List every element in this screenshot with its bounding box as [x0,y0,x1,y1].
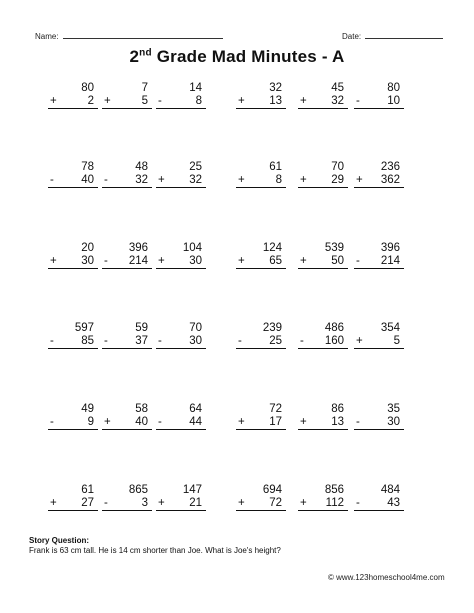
problem [102,242,152,269]
problem [156,322,206,349]
problem-bottom-line [102,174,152,188]
problem-bottom-line [354,335,404,349]
problem-top-number: 48 [135,161,148,173]
problem-top-number: 64 [189,403,202,415]
problem-bottom-line [354,174,404,188]
name-label: Name: [35,32,59,41]
problem-bottom-line [48,255,98,269]
problem-bottom-number: 29 [331,174,344,186]
problem-operator: - [158,416,162,428]
problem [48,484,98,511]
problem-bottom-line [156,95,206,109]
copyright-footer: © www.123homeschool4me.com [328,573,445,582]
problem-bottom-line [102,255,152,269]
problem [354,484,404,511]
problem-bottom-number: 362 [380,174,400,186]
problem-top-number: 49 [81,403,94,415]
problem-operator: + [356,335,363,347]
problem [102,161,152,188]
problem-top-number: 80 [81,82,94,94]
problem-bottom-number: 5 [138,95,148,107]
problem-bottom-number: 43 [384,497,400,509]
problem-bottom-line [236,174,286,188]
problem-bottom-line [298,255,348,269]
date-field[interactable] [342,30,443,41]
problem [354,161,404,188]
problem-operator: - [104,497,108,509]
problem-bottom-number: 65 [266,255,282,267]
problem [102,82,152,109]
problem-top-number: 396 [380,242,400,254]
problem [48,322,98,349]
problem-bottom-number: 50 [328,255,344,267]
problem [236,322,286,349]
title-text: Grade Mad Minutes - A [151,47,345,66]
problem-bottom-number: 30 [189,335,202,347]
problem [298,242,348,269]
problem-operator: + [300,174,307,186]
problem-operator: + [158,497,165,509]
problem-bottom-number: 30 [186,255,202,267]
problem [156,242,206,269]
problem-bottom-line [298,95,348,109]
problem [298,161,348,188]
problem-bottom-number: 37 [135,335,148,347]
problem-operator: - [356,497,360,509]
problem-operator: - [238,335,242,347]
problem-bottom-number: 13 [269,95,282,107]
problem-top-number: 396 [128,242,148,254]
story-question [29,536,281,556]
problem-bottom-line [236,497,286,511]
problem-bottom-number: 17 [269,416,282,428]
problem-operator: - [356,95,360,107]
problem-top-number: 32 [269,82,282,94]
problem [236,242,286,269]
problem [354,82,404,109]
problem-bottom-line [354,416,404,430]
title-grade-suffix: nd [139,47,152,59]
problem-bottom-number: 5 [387,335,400,347]
name-blank-line[interactable] [63,30,223,39]
problem-bottom-number: 30 [387,416,400,428]
problem-bottom-line [236,335,286,349]
problem-operator: - [356,416,360,428]
problem-operator: + [158,255,165,267]
problem [236,484,286,511]
problem-top-number: 70 [189,322,202,334]
problem [236,161,286,188]
problem [102,484,152,511]
problem-bottom-number: 160 [324,335,344,347]
problem-operator: - [158,335,162,347]
problem-bottom-number: 32 [189,174,202,186]
problem-operator: - [104,335,108,347]
problem-top-number: 72 [269,403,282,415]
problem-bottom-line [298,497,348,511]
problem [156,82,206,109]
problem-bottom-line [48,95,98,109]
problem-bottom-number: 8 [272,174,282,186]
problem-bottom-line [298,174,348,188]
problem-operator: + [238,255,245,267]
problem-operator: + [50,255,57,267]
problem-bottom-line [156,335,206,349]
problem [48,242,98,269]
problem [354,403,404,430]
problem-bottom-line [354,497,404,511]
problem-operator: + [300,416,307,428]
problem-bottom-number: 27 [81,497,94,509]
problem-bottom-number: 32 [135,174,148,186]
problem-operator: + [356,174,363,186]
title-grade-number: 2 [129,47,140,66]
problem-operator: + [104,416,111,428]
problem-bottom-line [298,335,348,349]
problem-bottom-line [236,255,286,269]
problem-bottom-number: 44 [189,416,202,428]
problem-top-number: 7 [141,82,148,94]
problem-top-number: 20 [81,242,94,254]
problem-operator: - [50,174,54,186]
problem-top-number: 14 [189,82,202,94]
problem-operator: + [300,95,307,107]
problem [48,161,98,188]
problem [354,322,404,349]
problem-operator: - [104,255,108,267]
story-question-text: Frank is 63 cm tall. He is 14 cm shorter than Joe. What is Joe's height? [29,546,281,555]
problem-bottom-number: 85 [78,335,94,347]
problem-operator: + [238,95,245,107]
problem-operator: - [50,416,54,428]
problem-bottom-line [48,416,98,430]
problem-bottom-line [48,497,98,511]
problem-top-number: 59 [135,322,148,334]
problem-bottom-number: 13 [331,416,344,428]
problem-top-number: 25 [189,161,202,173]
problem-bottom-line [354,255,404,269]
page-title [0,47,474,67]
problem-top-number: 104 [182,242,202,254]
problem-operator: + [300,255,307,267]
problem-bottom-line [48,335,98,349]
problem-bottom-line [236,95,286,109]
date-label: Date: [342,32,362,41]
problem-bottom-line [298,416,348,430]
problem-operator: + [238,497,245,509]
problem-bottom-line [354,95,404,109]
problem-top-number: 70 [331,161,344,173]
problem-operator: + [238,416,245,428]
problem-bottom-number: 72 [266,497,282,509]
problem-operator: + [104,95,111,107]
problem [156,403,206,430]
problem-top-number: 78 [81,161,94,173]
problem [298,82,348,109]
problem-top-number: 61 [81,484,94,496]
problem [156,161,206,188]
problem-top-number: 236 [380,161,400,173]
problem-top-number: 45 [331,82,344,94]
problem [298,322,348,349]
problem-operator: + [300,497,307,509]
problem-bottom-number: 21 [186,497,202,509]
story-question-label: Story Question: [29,536,90,545]
problem-top-number: 486 [324,322,344,334]
problem-bottom-line [236,416,286,430]
problem-operator: - [158,95,162,107]
problem-bottom-number: 9 [84,416,94,428]
problem [48,403,98,430]
problem-bottom-line [48,174,98,188]
problem-top-number: 61 [269,161,282,173]
problem-bottom-number: 10 [387,95,400,107]
problem-operator: + [50,95,57,107]
problem-top-number: 80 [387,82,400,94]
problem-bottom-line [102,95,152,109]
problem-bottom-line [156,416,206,430]
problem-bottom-number: 112 [325,497,344,509]
problem-operator: - [356,255,360,267]
problem [354,242,404,269]
problem-bottom-number: 2 [84,95,94,107]
problem-top-number: 124 [262,242,282,254]
problem [236,403,286,430]
problem [48,82,98,109]
problem-bottom-number: 40 [81,174,94,186]
problem-top-number: 539 [324,242,344,254]
problem-bottom-number: 3 [135,497,148,509]
problem [298,403,348,430]
problem-top-number: 597 [74,322,94,334]
problem-bottom-number: 40 [135,416,148,428]
problem-bottom-number: 8 [192,95,202,107]
problem-bottom-number: 30 [81,255,94,267]
problem-top-number: 147 [182,484,202,496]
date-blank-line[interactable] [365,30,443,39]
problem [298,484,348,511]
problem-top-number: 484 [380,484,400,496]
problem-bottom-line [156,174,206,188]
problem-top-number: 865 [128,484,148,496]
problem-bottom-line [102,335,152,349]
problem-bottom-line [102,416,152,430]
problem-top-number: 58 [135,403,148,415]
problem-bottom-number: 25 [266,335,282,347]
problem [102,322,152,349]
problem-operator: - [300,335,304,347]
problem-top-number: 694 [262,484,282,496]
problem-top-number: 354 [380,322,400,334]
problem-bottom-line [102,497,152,511]
problem-bottom-number: 214 [128,255,148,267]
name-field[interactable] [35,30,223,41]
problem-top-number: 86 [331,403,344,415]
problem-operator: + [158,174,165,186]
problem-top-number: 856 [324,484,344,496]
problem-top-number: 239 [262,322,282,334]
problem-bottom-number: 214 [380,255,400,267]
problem-operator: + [238,174,245,186]
problem [236,82,286,109]
problem-operator: - [50,335,54,347]
problem [156,484,206,511]
problem-bottom-number: 32 [331,95,344,107]
problem-bottom-line [156,497,206,511]
problem-operator: - [104,174,108,186]
problem [102,403,152,430]
problem-top-number: 35 [387,403,400,415]
problem-operator: + [50,497,57,509]
problem-bottom-line [156,255,206,269]
